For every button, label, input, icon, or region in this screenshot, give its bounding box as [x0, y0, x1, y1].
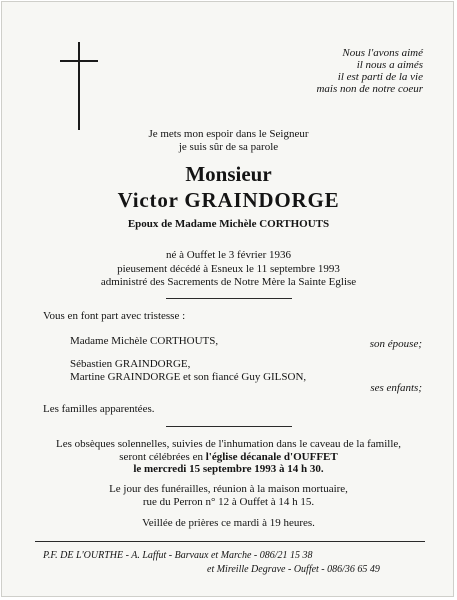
spouse-line: Epoux de Madame Michèle CORTHOUTS — [127, 218, 330, 230]
funeral-date: le mercredi 15 septembre 1993 à 14 h 30. — [133, 463, 324, 475]
cross-icon-bar — [60, 60, 98, 62]
poem — [316, 47, 423, 95]
deceased-title: Monsieur — [185, 162, 272, 186]
poem-line: il nous a aimés — [356, 59, 423, 71]
funeral-church-pre: seront célébrées en — [119, 451, 206, 463]
divider — [166, 298, 292, 299]
funeral-church — [2, 451, 455, 464]
spouse-name: Madame Michèle CORTHOUTS, — [70, 335, 219, 347]
deceased-name: Victor GRAINDORGE — [117, 188, 340, 212]
family-intro: Vous en font part avec tristesse : — [43, 310, 186, 322]
reunion-line: rue du Perron n° 12 à Ouffet à 14 h 15. — [142, 496, 315, 508]
children-role: ses enfants; — [370, 382, 422, 394]
funeral-church-name: l'église décanale d'OUFFET — [205, 451, 338, 463]
scripture-line: je suis sûr de sa parole — [178, 141, 279, 153]
death-notice-card — [1, 1, 454, 597]
spouse-role: son épouse; — [369, 338, 422, 350]
vigil-line: Veillée de prières ce mardi à 19 heures. — [142, 517, 315, 529]
poem-line: mais non de notre coeur — [316, 83, 423, 95]
divider — [166, 426, 292, 427]
birth-line: né à Ouffet le 3 février 1936 — [165, 249, 292, 261]
child-name: Martine GRAINDORGE et son fiancé Guy GILSON, — [70, 371, 307, 383]
sacraments-line: administré des Sacrements de Notre Mère la Sainte Eglise — [100, 276, 357, 288]
reunion-line: Le jour des funérailles, réunion à la maison mortuaire, — [109, 483, 348, 495]
child-name: Sébastien GRAINDORGE, — [70, 358, 191, 370]
cross-icon — [78, 42, 80, 130]
funeral-home-line: et Mireille Degrave - Ouffet - 086/36 65 49 — [207, 564, 380, 575]
death-line: pieusement décédé à Esneux le 11 septembre 1993 — [117, 263, 340, 275]
funeral-line: Les obsèques solennelles, suivies de l'inhumation dans le caveau de la famille, — [55, 438, 402, 450]
scripture-line: Je mets mon espoir dans le Seigneur — [148, 128, 309, 140]
footer-divider — [35, 541, 425, 542]
funeral-home-line: P.F. DE L'OURTHE - A. Laffut - Barvaux et Marche - 086/21 15 38 — [43, 550, 313, 561]
poem-line: il est parti de la vie — [337, 71, 423, 83]
poem-line: Nous l'avons aimé — [342, 47, 423, 59]
related-families: Les familles apparentées. — [43, 403, 155, 415]
